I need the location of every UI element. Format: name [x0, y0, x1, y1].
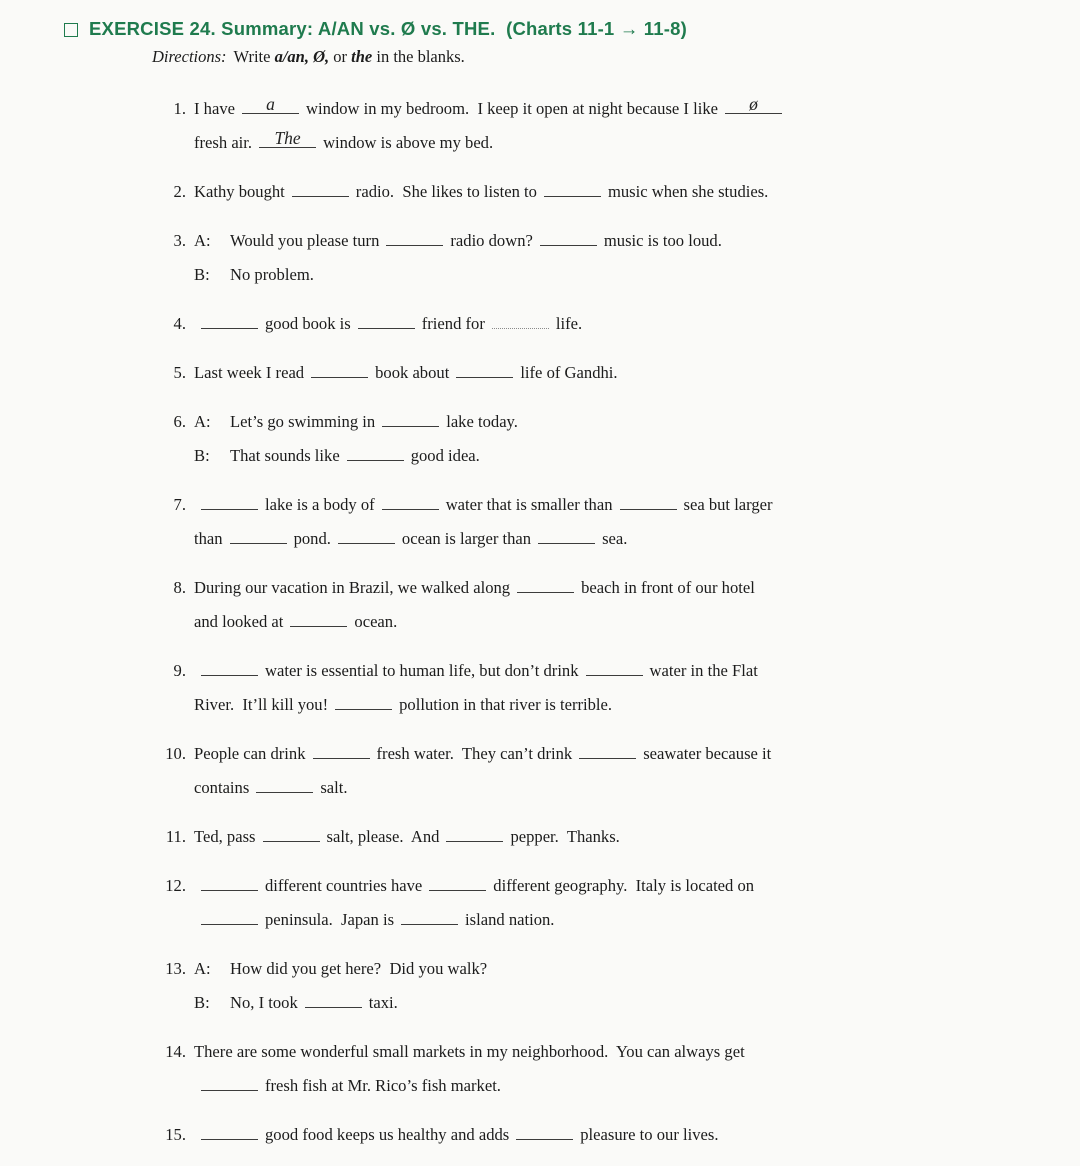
item-text: island nation. [465, 910, 555, 929]
item-text: and looked at [194, 612, 284, 631]
item-text: different countries have [265, 876, 423, 895]
answer-blank [242, 93, 299, 114]
item-line [194, 405, 1046, 439]
item-text: fresh water. They can’t drink [376, 744, 573, 763]
answer-blank [386, 232, 443, 246]
item-text: life of Gandhi. [520, 363, 618, 382]
speaker-label: A: [194, 959, 211, 978]
item-number: 8. [173, 578, 186, 597]
directions-segment: in the blanks. [372, 47, 465, 66]
item-number: 11. [165, 827, 186, 846]
exercise-item [64, 1035, 1046, 1103]
answer-blank [401, 911, 458, 925]
item-text: ocean. [354, 612, 398, 631]
item-text: There are some wonderful small markets in my neighborhood. You can always get [194, 1042, 745, 1061]
item-text: window in my bedroom. I keep it open at night because I like [306, 99, 718, 118]
item-line [194, 571, 1046, 605]
exercise-item [64, 737, 1046, 805]
item-text: That sounds like [230, 446, 340, 465]
answer-blank [201, 1126, 258, 1140]
item-text: music is too loud. [603, 231, 722, 250]
item-text: I have [194, 99, 235, 118]
answer-blank [259, 127, 316, 148]
item-body [194, 307, 1046, 341]
item-text: good book is [265, 314, 351, 333]
item-body [194, 737, 1046, 805]
item-text: lake is a body of [265, 495, 375, 514]
answer-blank [456, 364, 513, 378]
directions-label: Directions: [152, 47, 227, 66]
answer-blank [201, 662, 258, 676]
item-text: life. [555, 314, 583, 333]
item-body [194, 654, 1046, 722]
answer-blank [579, 745, 636, 759]
answer-blank [290, 613, 347, 627]
item-text: Would you please turn [230, 231, 380, 250]
handwritten-answer: ø [749, 93, 758, 114]
item-line [194, 771, 1046, 805]
item-text: During our vacation in Brazil, we walked along [194, 578, 511, 597]
item-text: sea. [602, 529, 628, 548]
item-body [194, 820, 1046, 854]
item-text: water that is smaller than [445, 495, 613, 514]
item-number: 10. [165, 744, 186, 763]
item-number: 9. [173, 661, 186, 680]
answer-blank [382, 413, 439, 427]
item-body [194, 571, 1046, 639]
answer-blank [311, 364, 368, 378]
item-text: ocean is larger than [401, 529, 532, 548]
item-number: 1. [173, 99, 186, 118]
item-body [194, 356, 1046, 390]
item-line [194, 605, 1046, 639]
item-line [194, 986, 1046, 1020]
item-text: No problem. [230, 265, 314, 284]
item-line [194, 1035, 1046, 1069]
item-text: fresh fish at Mr. Rico’s fish market. [265, 1076, 501, 1095]
item-line [194, 654, 1046, 688]
item-body [194, 488, 1046, 556]
answer-blank [305, 994, 362, 1008]
directions-segment: a/an, Ø, [274, 47, 330, 66]
item-text: fresh air. [194, 133, 253, 152]
item-line [194, 1069, 1046, 1103]
item-line [194, 1118, 1046, 1152]
item-text: than [194, 529, 223, 548]
item-number: 15. [165, 1125, 186, 1144]
item-line [194, 952, 1046, 986]
item-text: contains [194, 778, 250, 797]
item-body [194, 1035, 1046, 1103]
item-body [194, 224, 1046, 292]
exercise-item [64, 175, 1046, 209]
exercise-item [64, 571, 1046, 639]
item-line [194, 903, 1046, 937]
answer-blank [540, 232, 597, 246]
item-text: water is essential to human life, but don’t drink [265, 661, 579, 680]
item-number: 14. [165, 1042, 186, 1061]
item-text: seawater because it [643, 744, 772, 763]
item-text: radio. She likes to listen to [355, 182, 537, 201]
item-body [194, 92, 1046, 160]
item-text: salt, please. And [326, 827, 440, 846]
checkbox-icon [64, 23, 78, 37]
item-number: 12. [165, 876, 186, 895]
answer-blank [446, 828, 503, 842]
item-text: Kathy bought [194, 182, 285, 201]
item-text: How did you get here? Did you walk? [230, 959, 488, 978]
item-text: Last week I read [194, 363, 305, 382]
exercise-item [64, 92, 1046, 160]
exercise-item [64, 1118, 1046, 1152]
answer-blank [429, 877, 486, 891]
item-line [194, 688, 1046, 722]
exercise-item [64, 405, 1046, 473]
answer-blank [256, 779, 313, 793]
item-text: beach in front of our hotel [581, 578, 755, 597]
speaker-label: A: [194, 412, 211, 431]
item-line [194, 439, 1046, 473]
answer-blank [538, 530, 595, 544]
item-body [194, 1118, 1046, 1152]
answer-blank [230, 530, 287, 544]
item-line [194, 522, 1046, 556]
item-number: 4. [173, 314, 186, 333]
exercise-header [64, 18, 1046, 40]
answer-blank [292, 183, 349, 197]
exercise-item [64, 869, 1046, 937]
item-text: pleasure to our lives. [580, 1125, 719, 1144]
item-text: taxi. [368, 993, 398, 1012]
directions-segment: the [351, 47, 373, 66]
answer-blank [201, 1077, 258, 1091]
directions [152, 47, 1046, 67]
item-line [194, 356, 1046, 390]
speaker-label: B: [194, 993, 210, 1012]
item-text: pond. [293, 529, 331, 548]
handwritten-answer: a [266, 93, 275, 114]
answer-blank [201, 877, 258, 891]
answer-blank [725, 93, 782, 114]
item-body [194, 869, 1046, 937]
answer-blank [338, 530, 395, 544]
item-body [194, 175, 1046, 209]
items-list [64, 92, 1046, 1152]
item-line [194, 224, 1046, 258]
item-text: different geography. Italy is located on [493, 876, 755, 895]
item-text: lake today. [446, 412, 518, 431]
item-text: music when she studies. [607, 182, 769, 201]
item-body [194, 952, 1046, 1020]
answer-blank [544, 183, 601, 197]
answer-blank [313, 745, 370, 759]
exercise-title: EXERCISE 24. Summary: A/AN vs. Ø vs. THE. (Charts 11-1 → 11-8) [89, 18, 687, 39]
item-number: 6. [173, 412, 186, 431]
speaker-label: B: [194, 446, 210, 465]
item-text: peninsula. Japan is [265, 910, 395, 929]
exercise-item [64, 488, 1046, 556]
exercise-item [64, 820, 1046, 854]
item-text: friend for [421, 314, 485, 333]
item-text: good idea. [410, 446, 480, 465]
exercise-item [64, 952, 1046, 1020]
answer-blank [201, 496, 258, 510]
item-line [194, 126, 1046, 160]
answer-blank [517, 579, 574, 593]
answer-blank [201, 315, 258, 329]
answer-blank [620, 496, 677, 510]
handwritten-answer: The [274, 127, 301, 148]
item-body [194, 405, 1046, 473]
item-text: pepper. Thanks. [510, 827, 620, 846]
item-text: River. It’ll kill you! [194, 695, 329, 714]
item-text: window is above my bed. [323, 133, 494, 152]
item-line [194, 869, 1046, 903]
answer-blank [382, 496, 439, 510]
item-number: 2. [173, 182, 186, 201]
item-line [194, 92, 1046, 126]
item-text: book about [375, 363, 450, 382]
exercise-item [64, 307, 1046, 341]
item-number: 7. [173, 495, 186, 514]
item-line [194, 820, 1046, 854]
item-text: No, I took [230, 993, 298, 1012]
item-line [194, 488, 1046, 522]
speaker-label: A: [194, 231, 211, 250]
directions-segments [234, 47, 465, 66]
item-text: water in the Flat [649, 661, 758, 680]
item-text: Ted, pass [194, 827, 256, 846]
directions-segment: Write [233, 47, 275, 66]
answer-blank [263, 828, 320, 842]
item-line [194, 307, 1046, 341]
exercise-item [64, 654, 1046, 722]
exercise-item [64, 356, 1046, 390]
item-text: pollution in that river is terrible. [399, 695, 613, 714]
item-number: 13. [165, 959, 186, 978]
item-line [194, 175, 1046, 209]
item-line [194, 258, 1046, 292]
answer-blank [347, 447, 404, 461]
speaker-label: B: [194, 265, 210, 284]
item-text: radio down? [450, 231, 533, 250]
item-text: good food keeps us healthy and adds [265, 1125, 510, 1144]
item-number: 3. [173, 231, 186, 250]
item-line [194, 737, 1046, 771]
directions-segment: or [329, 47, 352, 66]
answer-blank [335, 696, 392, 710]
answer-blank [201, 911, 258, 925]
item-text: Let’s go swimming in [230, 412, 376, 431]
exercise-item [64, 224, 1046, 292]
answer-blank [492, 315, 549, 329]
answer-blank [358, 315, 415, 329]
item-text: People can drink [194, 744, 306, 763]
item-number: 5. [173, 363, 186, 382]
item-text: sea but larger [683, 495, 773, 514]
item-text: salt. [320, 778, 348, 797]
answer-blank [516, 1126, 573, 1140]
answer-blank [586, 662, 643, 676]
